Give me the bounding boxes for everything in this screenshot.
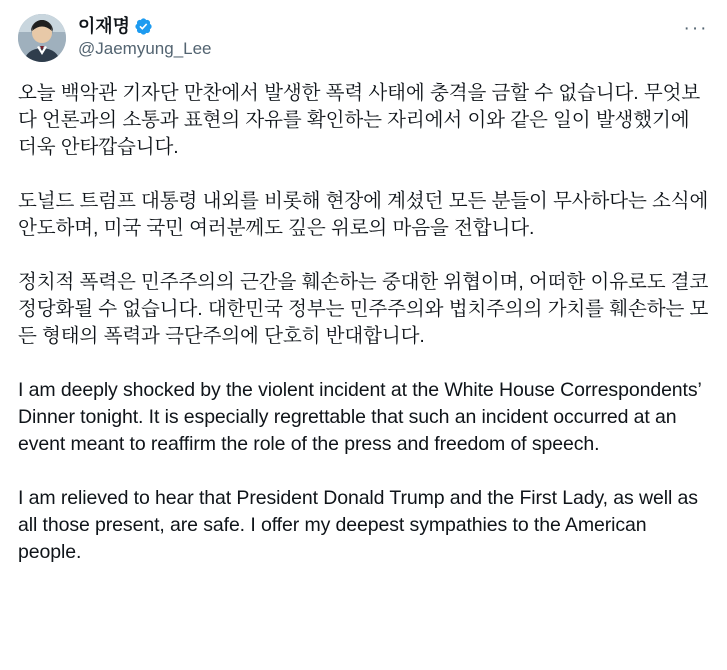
tweet-paragraph: I am relieved to hear that President Donald Trump and the First Lady, as well as all those present, are safe. I offer my deepest sympathies to the American people. (18, 487, 704, 563)
handle[interactable]: @Jaemyung_Lee (78, 39, 212, 58)
avatar[interactable] (18, 14, 66, 62)
tweet-body (18, 80, 714, 566)
more-options-label: ··· (683, 18, 709, 39)
tweet-paragraph: 오늘 백악관 기자단 만찬에서 발생한 폭력 사태에 충격을 금할 수 없습니다. 무엇보다 언론과의 소통과 표현의 자유를 확인하는 자리에서 이와 같은 일이 발생했기에 더욱 안타깝습니다. (18, 82, 701, 158)
verified-badge-icon (134, 17, 153, 36)
name-block (78, 14, 212, 60)
tweet-header (18, 14, 709, 62)
tweet-paragraph: 정치적 폭력은 민주주의의 근간을 훼손하는 중대한 위협이며, 어떠한 이유로도 결코 정당화될 수 없습니다. 대한민국 정부는 민주주의와 법치주의의 가치를 훼손하는 모든 형태의 폭력과 극단주의에 단호히 반대합니다. (18, 271, 714, 347)
tweet-paragraph: 도널드 트럼프 대통령 내외를 비롯해 현장에 계셨던 모든 분들이 무사하다는 소식에 안도하며, 미국 국민 여러분께도 깊은 위로의 마음을 전합니다. (18, 190, 714, 239)
name-row (78, 15, 212, 37)
display-name[interactable]: 이재명 (78, 16, 130, 36)
more-options-icon[interactable] (681, 18, 711, 40)
tweet-paragraph: I am deeply shocked by the violent incident at the White House Correspondents’ Dinner tonight. It is especially regrettable that such an incident occurred at an event meant to reaffirm the role of the press and freedom of speech. (18, 379, 707, 455)
